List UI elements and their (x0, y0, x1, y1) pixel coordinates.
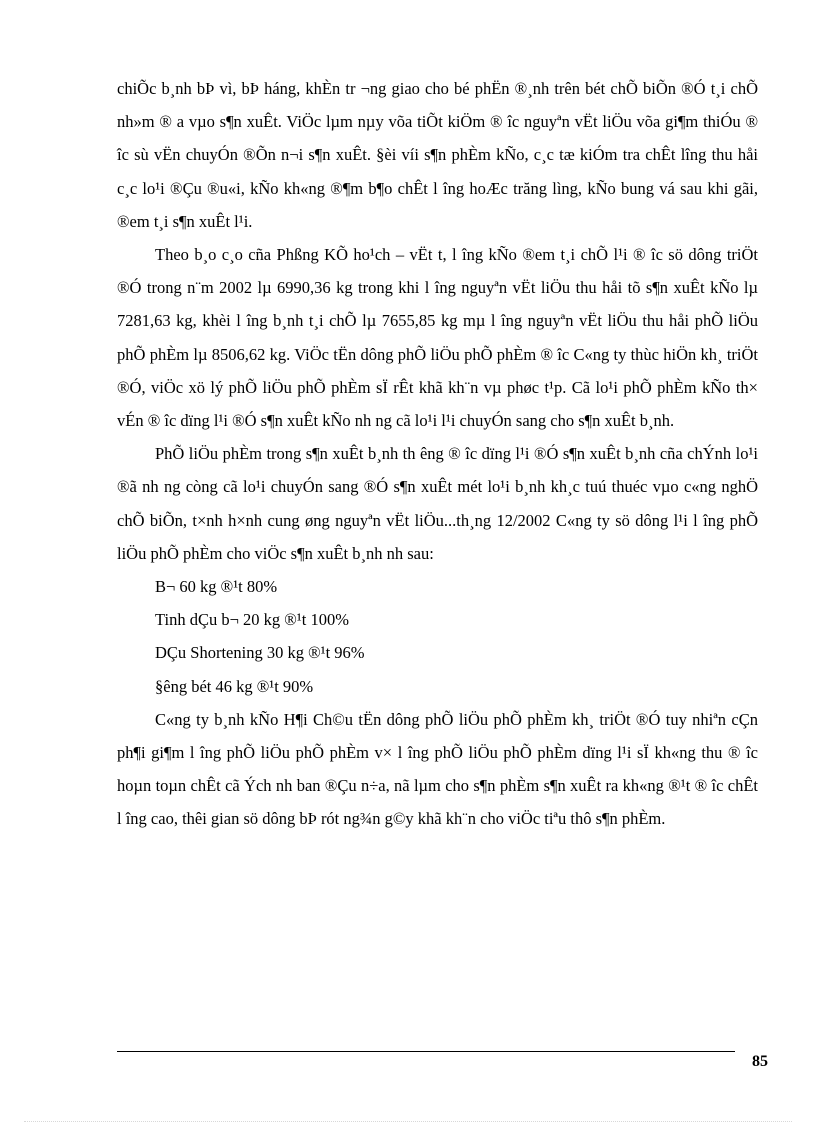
paragraph-2: Theo b¸o c¸o cña Phßng KÕ ho¹ch – vËt t, l îng kÑo ®em t¸i chÕ l¹i ® îc sö dông triÖt ®Ó trong n¨m 2002 lµ 6990,36 kg trong khi l îng nguyªn vËt liÖu thu håi tõ s¶n xuÊt kÑo lµ 7281,63 kg, khèi l îng b¸nh t¸i chÕ lµ 7655,85 kg mµ l îng nguyªn vËt liÖu thu håi phÕ liÖu phÕ phÈm lµ 8506,62 kg. ViÖc tËn dông phÕ liÖu phÕ phÈm ® îc C«ng ty thùc hiÖn kh¸ triÖt ®Ó, viÖc xö lý phÕ liÖu phÕ phÈm sÏ rÊt khã kh¨n vµ phøc t¹p. Cã lo¹i phÕ phÈm kÑo th× vÉn ® îc dïng l¹i ®Ó s¶n xuÊt kÑo nh ng cã lo¹i l¹i chuyÓn sang cho s¶n xuÊt b¸nh. (117, 245, 758, 431)
footer-divider (117, 1051, 735, 1052)
list-item-3: DÇu Shortening 30 kg ®¹t 96% (155, 643, 365, 663)
body-text (117, 72, 758, 836)
page-bottom-edge (24, 1121, 792, 1122)
list-item-4: §êng bét 46 kg ®¹t 90% (155, 676, 314, 696)
list-item-2: Tinh dÇu b¬ 20 kg ®¹t 100% (155, 610, 349, 630)
paragraph-1: chiÕc b¸nh bÞ vì, bÞ háng, khÈn tr ¬ng giao cho bé phËn ®¸nh trên bét chÕ biÕn ®Ó t¸i chÕ nh»m ® a vµo s¶n xuÊt. ViÖc lµm nµy võa tiÕt kiÖm ® îc nguyªn vËt liÖu võa gi¶m thiÓu ® îc sù vËn chuyÓn ®Õn n¬i s¶n xuÊt. §èi víi s¶n phÈm kÑo, c¸c tæ kiÓm tra chÊt lîng thu håi c¸c lo¹i ®Çu ®u«i, kÑo kh«ng ®¶m b¶o chÊt l îng hoÆc trăng lìng, kÑo bung vá sau khi gãi, ®em t¸i s¶n xuÊt l¹i. (117, 79, 758, 231)
page-number: 85 (752, 1053, 768, 1070)
list-item-1: B¬ 60 kg ®¹t 80% (155, 577, 278, 597)
paragraph-3: PhÕ liÖu phÈm trong s¶n xuÊt b¸nh th êng ® îc dïng l¹i ®Ó s¶n xuÊt b¸nh cña chÝnh lo¹i ®ã nh ng còng cã lo¹i chuyÓn sang ®Ó s¶n xuÊt mét lo¹i b¸nh kh¸c tuú thuéc vµo c«ng nghÖ chÕ biÕn, t×nh h×nh cung øng nguyªn vËt liÖu...th¸ng 12/2002 C«ng ty sö dông l¹i l îng phÕ liÖu phÕ phÈm cho viÖc s¶n xuÊt b¸nh nh sau: (117, 444, 758, 563)
paragraph-closing: C«ng ty b¸nh kÑo H¶i Ch©u tËn dông phÕ liÖu phÕ phÈm kh¸ triÖt ®Ó tuy nhiªn cÇn ph¶i gi¶m l îng phÕ liÖu phÕ phÈm v× l îng phÕ liÖu phÕ phÈm dïng l¹i sÏ kh«ng thu ® îc hoµn toµn chÊt cã Ých nh ban ®Çu n÷a, nã lµm cho s¶n phÈm s¶n xuÊt ra kh«ng ®¹t ® îc chÊt l îng cao, thêi gian sö dông bÞ rót ng¾n g©y khã kh¨n cho viÖc tiªu thô s¶n phÈm. (117, 709, 758, 829)
